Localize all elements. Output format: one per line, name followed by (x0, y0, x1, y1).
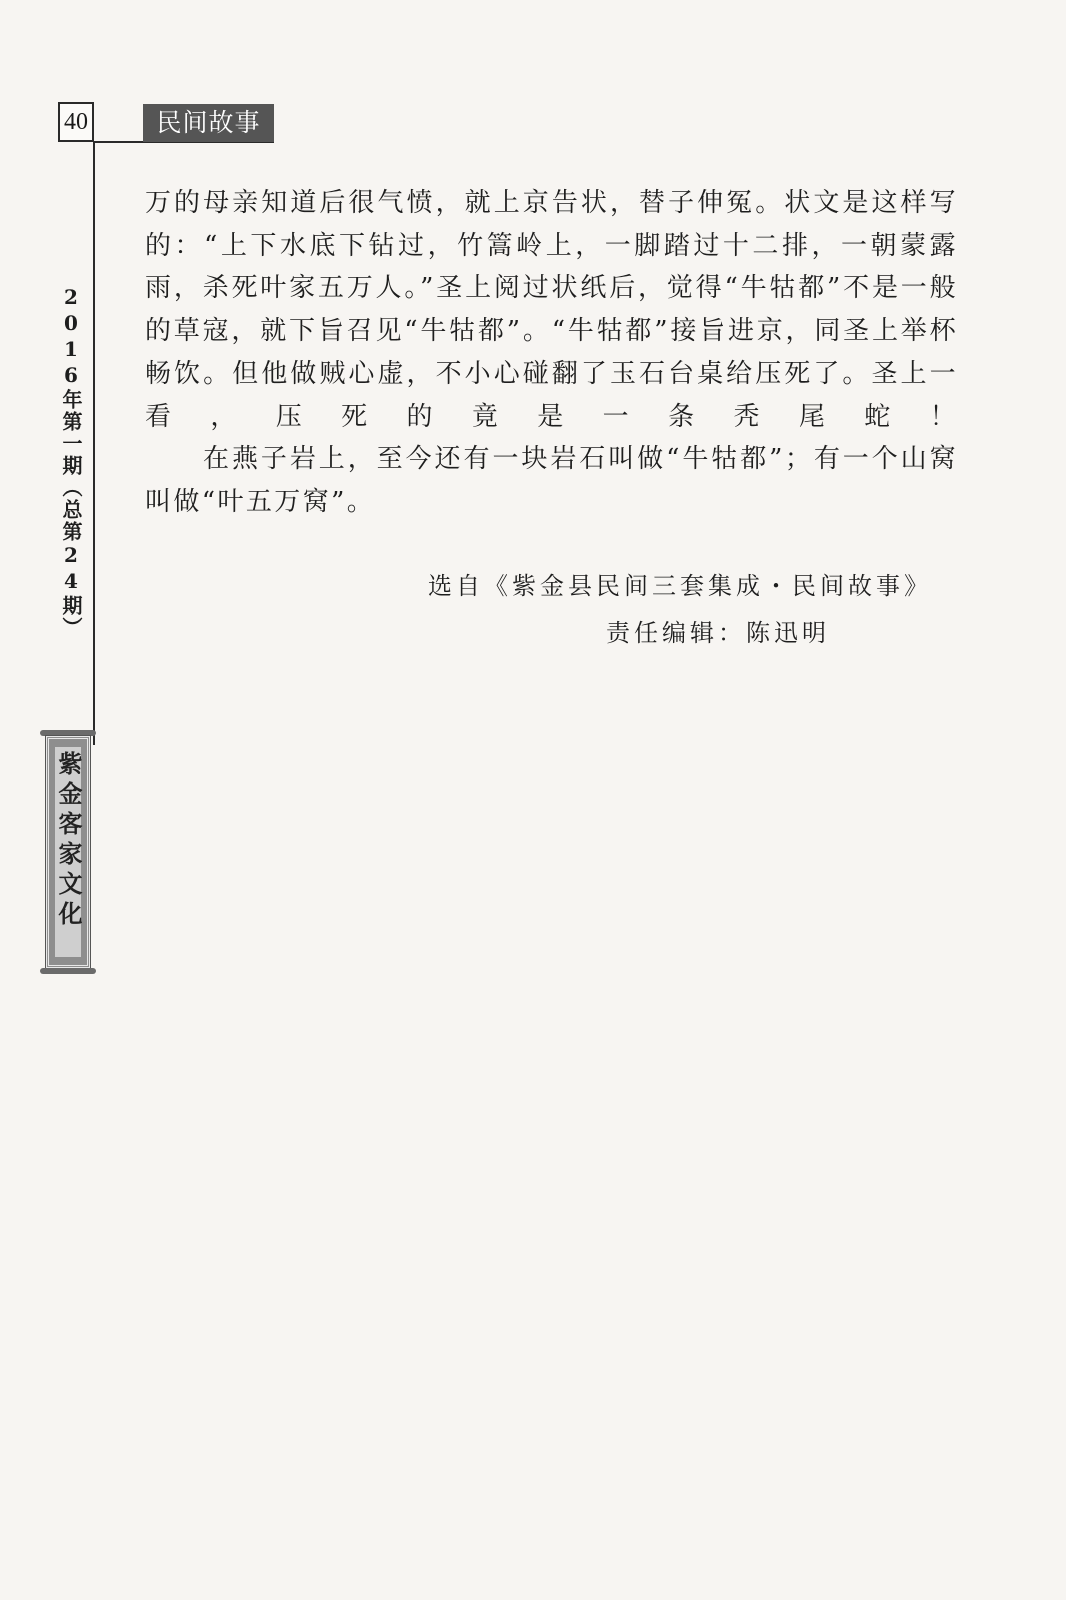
scroll-rod-bottom (40, 968, 96, 974)
scroll-panel (46, 736, 90, 968)
logo-calligraphy: 紫金客家文化 (54, 751, 83, 931)
margin-rule (93, 141, 95, 745)
source-citation: 选自《紫金县民间三套集成・民间故事》 (428, 572, 932, 600)
section-title: 民间故事 (143, 104, 274, 142)
article-body (145, 182, 958, 524)
editor-credit: 责任编辑：陈迅明 (606, 619, 830, 647)
paragraph-1: 万的母亲知道后很气愤，就上京告状，替子伸冤。状文是这样写的：“上下水底下钻过，竹篙岭上，一脚踏过十二排，一朝蒙露雨，杀死叶家五万人。”圣上阅过状纸后，觉得“牛牯都”不是一般的草寇，就下旨召见“牛牯都”。“牛牯都”接旨进京，同圣上举杯畅饮。但他做贼心虚，不小心碰翻了玉石台桌给压死了。圣上一看，压死的竟是一条秃尾蛇！ (145, 188, 958, 432)
paragraph-2: 在燕子岩上，至今还有一块岩石叫做“牛牯都”；有一个山窝叫做“叶五万窝”。 (145, 444, 958, 517)
journal-logo (40, 730, 96, 974)
page-number: 40 (58, 102, 94, 142)
issue-label: 2016年第一期（总第24期） (59, 285, 83, 639)
